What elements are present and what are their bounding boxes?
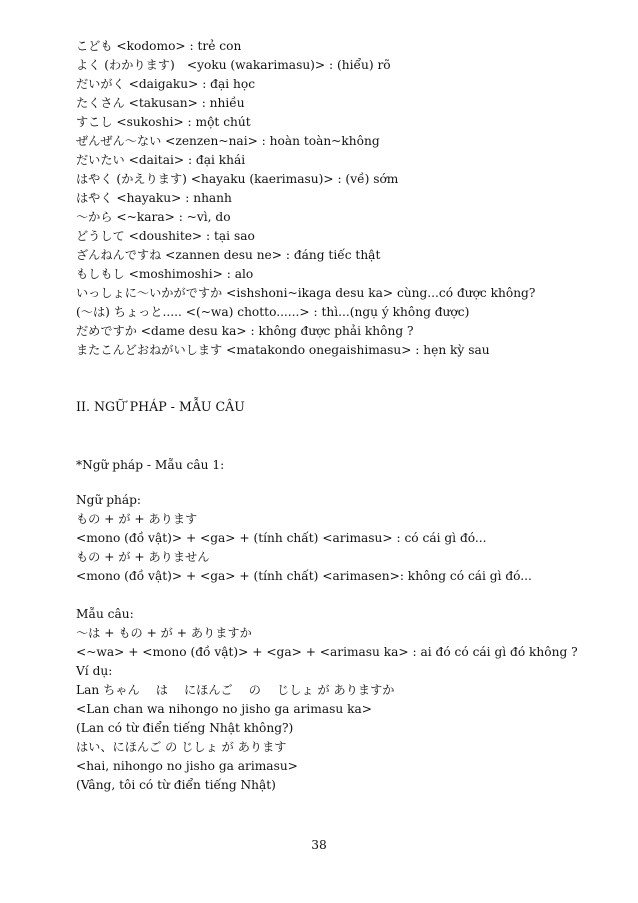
example-label: Ví dụ: [76,664,113,678]
pattern-line: ～は + もの + が + ありますか [76,626,252,640]
example-line: (Lan có từ điển tiếng Nhật không?) [76,721,294,735]
vocab-line: だめですか <dame desu ka> : không được phải không ? [76,324,414,338]
vocab-line: よく (わかります) <yoku (wakarimasu)> : (hiểu) rõ [76,58,391,72]
example-line: <hai, nihongo no jisho ga arimasu> [76,759,298,773]
page-number: 38 [311,838,327,852]
vocab-line: (～は) ちょっと..... <(~wa) chotto......> : thì...(ngụ ý không được) [76,305,470,319]
example-line: はい、にほんご の じしょ が あります [76,740,287,754]
vocab-line: ぜんぜん～ない <zenzen~nai> : hoàn toàn~không [76,134,380,148]
vocab-line: こども <kodomo> : trẻ con [76,39,242,53]
section-heading: II. NGỮ PHÁP - MẪU CÂU [76,399,245,414]
example-line: Lan ちゃん は にほんご の じしょ が ありますか [76,683,395,697]
example-line: (Vâng, tôi có từ điển tiếng Nhật) [76,778,276,792]
vocab-line: はやく (かえります) <hayaku (kaerimasu)> : (về) sớm [76,172,399,186]
vocab-line: もしもし <moshimoshi> : alo [76,267,254,281]
vocab-line: ～から <~kara> : ~vì, do [76,210,231,224]
vocab-line: いっしょに～いかがですか <ishshoni~ikaga desu ka> cùng...có được không? [76,286,536,300]
vocab-line: すこし <sukoshi> : một chút [76,115,251,129]
vocab-line: だいがく <daigaku> : đại học [76,77,256,91]
grammar-line: もの + が + あります [76,512,198,526]
vocab-line: だいたい <daitai> : đại khái [76,153,246,167]
example-line: <Lan chan wa nihongo no jisho ga arimasu ka> [76,702,372,716]
grammar-line: <mono (đồ vật)> + <ga> + (tính chất) <arimasu> : có cái gì đó... [76,531,487,545]
pattern-label: Mẫu câu: [76,607,134,621]
grammar-line: <mono (đồ vật)> + <ga> + (tính chất) <arimasen>: không có cái gì đó... [76,569,532,583]
vocab-line: はやく <hayaku> : nhanh [76,191,232,205]
grammar-line: もの + が + ありません [76,550,210,564]
pattern-line: <~wa> + <mono (đồ vật)> + <ga> + <arimasu ka> : ai đó có cái gì đó không ? [76,645,578,659]
vocab-line: たくさん <takusan> : nhiều [76,96,245,110]
grammar-label: Ngữ pháp: [76,493,142,507]
vocab-line: どうして <doushite> : tại sao [76,229,255,243]
vocab-line: またこんどおねがいします <matakondo onegaishimasu> : hẹn kỳ sau [76,343,490,357]
vocab-line: ざんねんですね <zannen desu ne> : đáng tiếc thật [76,248,381,262]
grammar-title: *Ngữ pháp - Mẫu câu 1: [76,458,225,472]
